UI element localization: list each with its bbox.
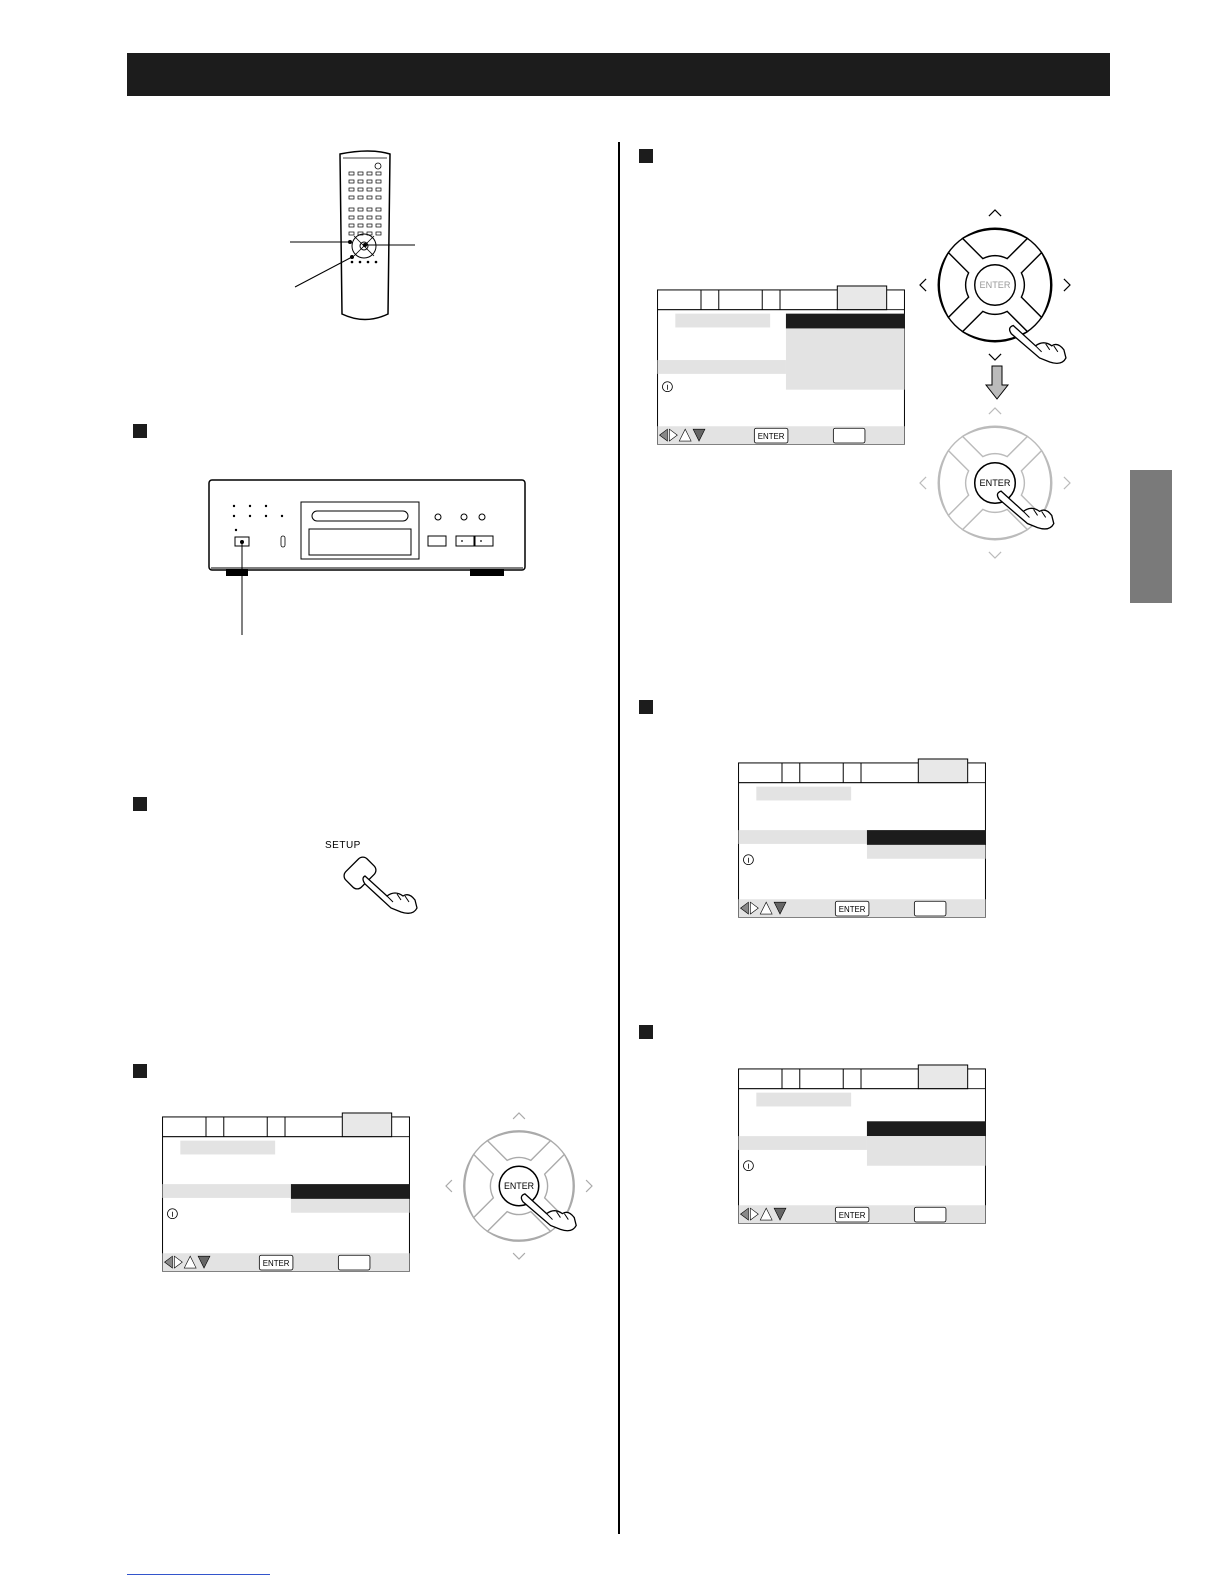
step-marker [639, 700, 653, 714]
column-divider [618, 142, 620, 1534]
setup-screen [655, 285, 907, 445]
header-bar [127, 53, 1110, 96]
svg-text:ENTER: ENTER [979, 478, 1011, 489]
step-marker [133, 424, 147, 438]
setup-screen [160, 1112, 412, 1272]
step-marker [133, 1064, 147, 1078]
step-marker [133, 797, 147, 811]
step-marker [639, 1025, 653, 1039]
hand-pointer-icon [335, 850, 425, 915]
bottom-link [127, 1574, 270, 1575]
svg-text:ENTER: ENTER [979, 280, 1011, 291]
setup-screen [736, 758, 988, 918]
side-tab [1130, 470, 1172, 603]
cd-player-icon [208, 479, 528, 639]
svg-text:ENTER: ENTER [503, 1180, 535, 1191]
cursor-pad-icon [920, 408, 1070, 558]
setup-screen [736, 1064, 988, 1224]
setup-label: SETUP [325, 840, 361, 851]
cursor-pad-icon [446, 1113, 592, 1259]
step-marker [639, 149, 653, 163]
remote-control-icon [290, 150, 430, 330]
arrow-down-icon [985, 365, 1009, 401]
cursor-pad-icon [920, 210, 1070, 360]
